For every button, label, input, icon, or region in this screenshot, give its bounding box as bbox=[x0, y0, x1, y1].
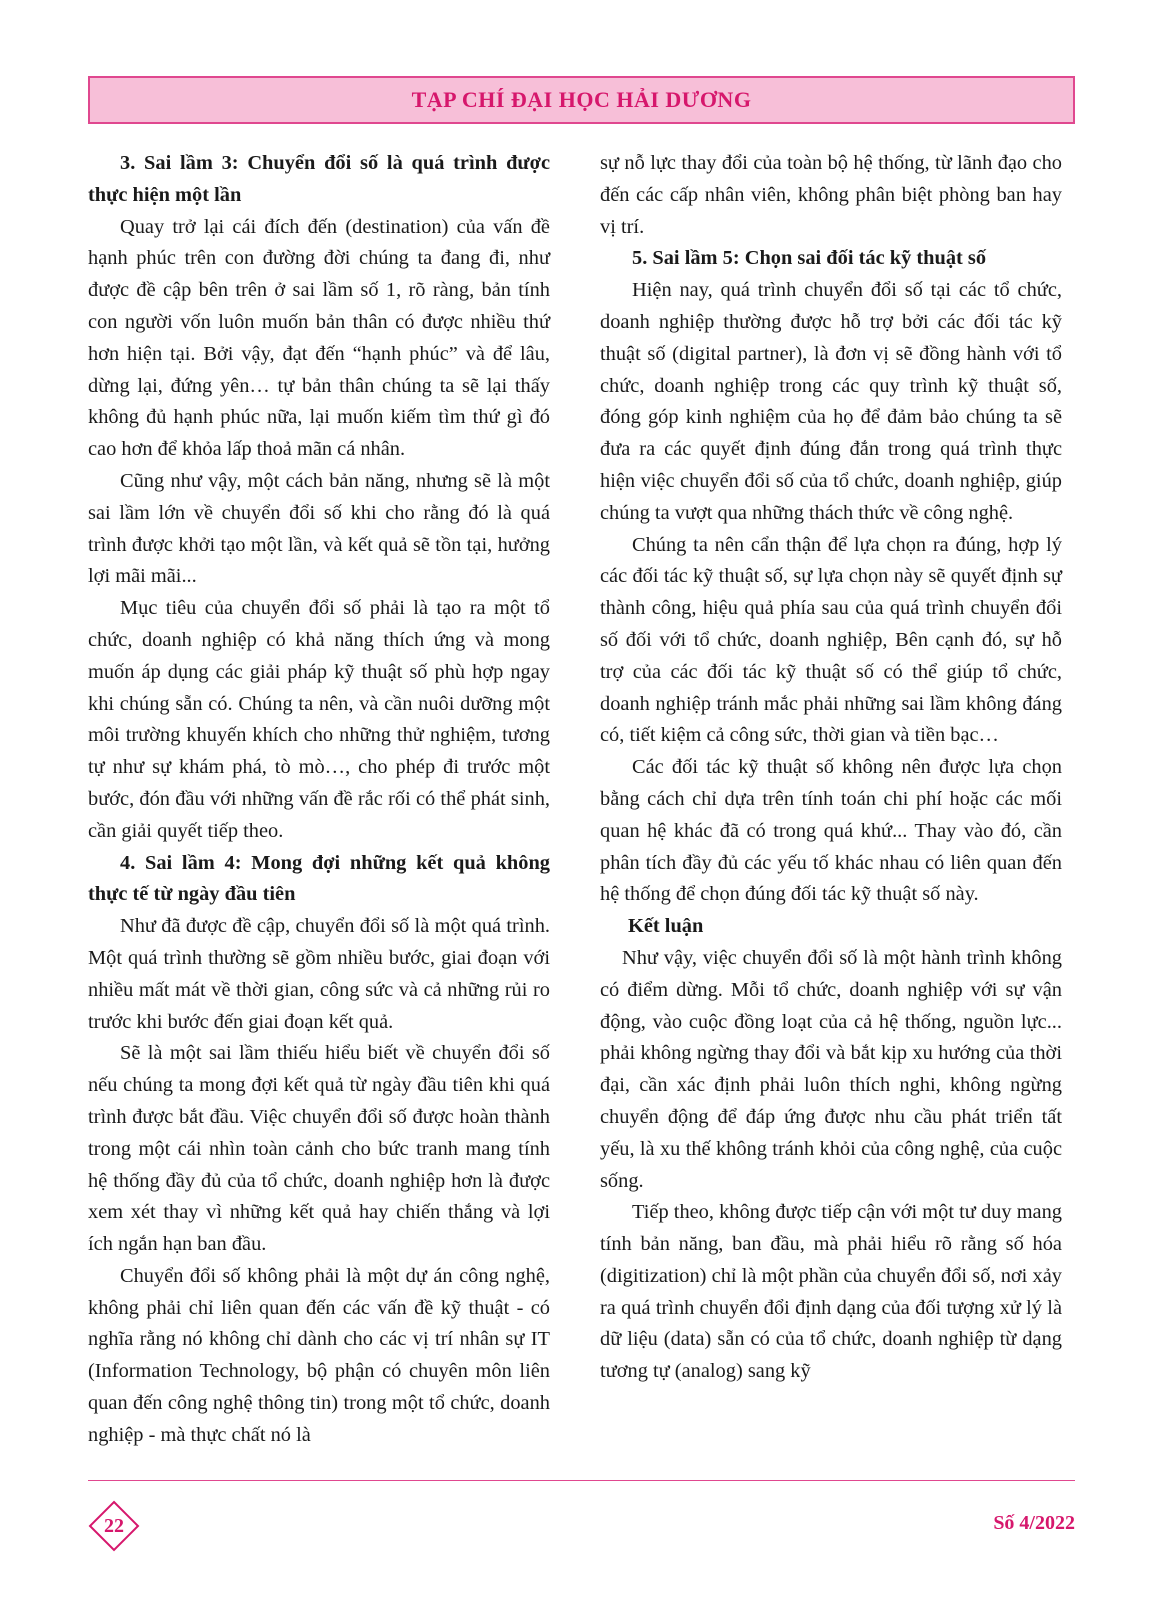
page-number-badge bbox=[88, 1500, 140, 1552]
journal-header-band bbox=[88, 76, 1075, 124]
paragraph: Như vậy, việc chuyển đổi số là một hành trình không có điểm dừng. Mỗi tổ chức, doanh nghiệp với sự vận động, vào cuộc đồng loạt của cả hệ thống, nguồn lực... phải không ngừng thay đổi và bắt kịp xu hướng của thời đại, cần xác định phải luôn thích nghi, không ngừng chuyển động để đáp ứng được nhu cầu phát triển tất yếu, là xu thế không tránh khỏi của công nghệ, của cuộc sống. bbox=[600, 946, 1062, 1192]
paragraph: Chuyển đổi số không phải là một dự án công nghệ, không phải chỉ liên quan đến các vấn đề kỹ thuật - có nghĩa rằng nó không chỉ dành cho các vị trí nhân sự IT (Information Technology, bộ phận có chuyên môn liên quan đến công nghệ thông tin) trong một tổ chức, doanh nghiệp - mà thực chất nó là bbox=[88, 1264, 550, 1446]
page-number: 22 bbox=[104, 1515, 124, 1537]
paragraph: Mục tiêu của chuyển đổi số phải là tạo ra một tổ chức, doanh nghiệp có khả năng thích ứng và mong muốn áp dụng các giải pháp kỹ thuật số phù hợp ngay khi chúng sẵn có. Chúng ta nên, và cần nuôi dưỡng một môi trường khuyến khích cho những thử nghiệm, tương tự như sự khám phá, tò mò…, cho phép đi trước một bước, đón đầu với những vấn đề rắc rối có thể phát sinh, cần giải quyết tiếp theo. bbox=[88, 597, 550, 842]
footer-divider bbox=[88, 1480, 1075, 1481]
paragraph-continued: sự nỗ lực thay đổi của toàn bộ hệ thống, từ lãnh đạo cho đến các cấp nhân viên, không phân biệt phòng ban hay vị trí. bbox=[600, 152, 1062, 238]
paragraph: Tiếp theo, không được tiếp cận với một tư duy mang tính bản năng, ban đầu, mà phải hiểu rõ rằng số hóa (digitization) chỉ là một phần của chuyển đổi số, nơi xảy ra quá trình chuyển đổi định dạng của đối tượng xử lý là dữ liệu (data) sẵn có của tổ chức, doanh nghiệp từ dạng tương tự (analog) sang kỹ bbox=[600, 1201, 1062, 1383]
section-heading-4: 4. Sai lầm 4: Mong đợi những kết quả không thực tế từ ngày đầu tiên bbox=[88, 851, 550, 906]
paragraph: Như đã được đề cập, chuyển đổi số là một quá trình. Một quá trình thường sẽ gồm nhiều bước, giai đoạn với nhiều mất mát về thời gian, công sức và cả những rủi ro trước khi bước đến giai đoạn kết quả. bbox=[88, 915, 550, 1033]
section-heading-3: 3. Sai lầm 3: Chuyển đổi số là quá trình được thực hiện một lần bbox=[88, 152, 550, 206]
right-column bbox=[600, 148, 1062, 1388]
issue-label: Số 4/2022 bbox=[993, 1512, 1075, 1534]
paragraph: Sẽ là một sai lầm thiếu hiểu biết về chuyển đổi số nếu chúng ta mong đợi kết quả từ ngày đầu tiên khi quá trình được bắt đầu. Việc chuyển đổi số được hoàn thành trong một cái nhìn toàn cảnh cho bức tranh mang tính hệ thống đầy đủ của tổ chức, doanh nghiệp hơn là được xem xét thay vì những kết quả hay chiến thắng và lợi ích ngắn hạn ban đầu. bbox=[88, 1042, 550, 1256]
conclusion-heading: Kết luận bbox=[628, 915, 704, 938]
left-column bbox=[88, 148, 550, 1452]
paragraph: Quay trở lại cái đích đến (destination) của vấn đề hạnh phúc trên con đường đời chúng ta đang đi, như được đề cập bên trên ở sai lầm số 1, rõ ràng, bản tính con người vốn luôn muốn bản thân có được nhiều thứ hơn hiện tại. Bởi vậy, đạt đến “hạnh phúc” và để lâu, dừng lại, đứng yên… tự bản thân chúng ta sẽ lại thấy không đủ hạnh phúc nữa, lại muốn kiếm tìm thứ gì đó cao hơn để khỏa lấp thoả mãn cá nhân. bbox=[88, 215, 550, 461]
paragraph: Hiện nay, quá trình chuyển đổi số tại các tổ chức, doanh nghiệp thường được hỗ trợ bởi các đối tác kỹ thuật số (digital partner), là đơn vị sẽ đồng hành với tổ chức, doanh nghiệp trong các quy trình kỹ thuật số, đóng góp kinh nghiệm của họ để đảm bảo chúng ta sẽ đưa ra các quyết định đúng đắn trong quá trình thực hiện việc chuyển đổi số của tổ chức, doanh nghiệp, giúp chúng ta vượt qua những thách thức về công nghệ. bbox=[600, 279, 1062, 524]
journal-title: TẠP CHÍ ĐẠI HỌC HẢI DƯƠNG bbox=[411, 87, 752, 112]
paragraph: Cũng như vậy, một cách bản năng, nhưng sẽ là một sai lầm lớn về chuyển đổi số khi cho rằng đó là quá trình được khởi tạo một lần, và kết quả sẽ tồn tại, hưởng lợi mãi mãi... bbox=[88, 469, 550, 588]
paragraph: Các đối tác kỹ thuật số không nên được lựa chọn bằng cách chỉ dựa trên tính toán chi phí hoặc các mối quan hệ khác đã có trong quá khứ... Thay vào đó, cần phân tích đầy đủ các yếu tố khác nhau có liên quan đến hệ thống để chọn đúng đối tác kỹ thuật số này. bbox=[600, 756, 1062, 906]
section-heading-5: 5. Sai lầm 5: Chọn sai đối tác kỹ thuật số bbox=[632, 247, 987, 270]
paragraph: Chúng ta nên cẩn thận để lựa chọn ra đúng, hợp lý các đối tác kỹ thuật số, sự lựa chọn này sẽ quyết định sự thành công, hiệu quả phía sau của quá trình chuyển đổi số đối với tổ chức, doanh nghiệp, Bên cạnh đó, sự hỗ trợ của các đối tác kỹ thuật số có thể giúp tổ chức, doanh nghiệp tránh mắc phải những sai lầm không đáng có, tiết kiệm cả công sức, thời gian và tiền bạc… bbox=[600, 533, 1062, 747]
